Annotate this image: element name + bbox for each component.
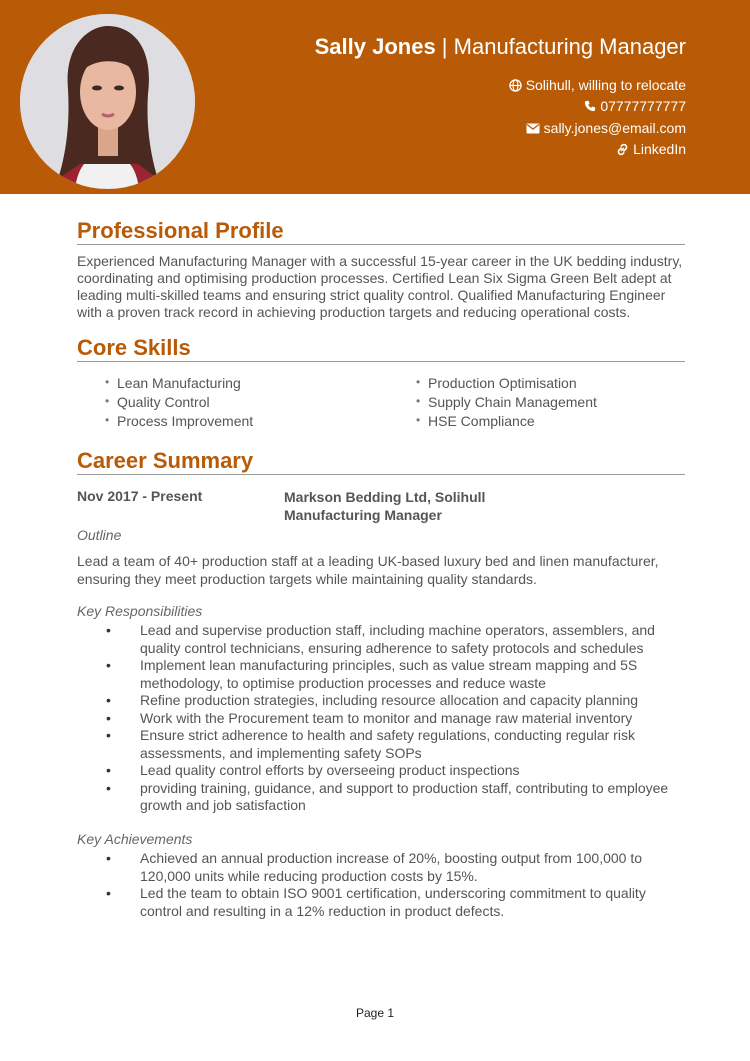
skill-item: • Production Optimisation <box>428 375 577 391</box>
contact-email[interactable] <box>526 120 686 136</box>
job-title: Manufacturing Manager <box>453 34 686 59</box>
contact-location <box>509 77 686 93</box>
job-company: Markson Bedding Ltd, Solihull <box>284 489 486 505</box>
phone-icon <box>584 100 596 112</box>
globe-icon <box>509 79 522 92</box>
job-role: Manufacturing Manager <box>284 507 442 523</box>
section-heading-skills: Core Skills <box>77 335 685 362</box>
list-item: • providing training, guidance, and support to production staff, contributing to employee growth and job satisfaction <box>140 780 680 815</box>
title-separator: | <box>435 34 454 59</box>
profile-photo <box>20 14 195 189</box>
portrait-image <box>20 14 195 189</box>
header-banner <box>0 0 750 194</box>
outline-label: Outline <box>77 527 122 543</box>
skill-item: • Supply Chain Management <box>428 394 597 410</box>
skill-item: • HSE Compliance <box>428 413 535 429</box>
list-item: • Implement lean manufacturing principles, such as value stream mapping and 5S methodology, to optimise production processes and reduce waste <box>140 657 680 692</box>
section-heading-profile: Professional Profile <box>77 218 685 245</box>
candidate-name: Sally Jones <box>314 34 436 59</box>
job-company-role <box>284 488 485 524</box>
list-item: • Achieved an annual production increase of 20%, boosting output from 100,000 to 120,000 units while reducing production costs by 15%. <box>140 850 680 885</box>
linkedin-link[interactable]: LinkedIn <box>633 141 686 157</box>
list-item: • Led the team to obtain ISO 9001 certification, underscoring commitment to quality control and resulting in a 12% reduction in product defects. <box>140 885 680 920</box>
achievements-list <box>140 850 680 920</box>
link-icon <box>616 143 629 156</box>
contact-phone <box>584 98 686 114</box>
skill-item: • Quality Control <box>117 394 210 410</box>
outline-text: Lead a team of 40+ production staff at a leading UK-based luxury bed and linen manufacturer, ensuring they meet production targets while maintaining quality standards. <box>77 553 659 587</box>
page-number: Page 1 <box>355 1006 395 1020</box>
list-item: • Refine production strategies, including resource allocation and capacity planning <box>140 692 680 710</box>
section-heading-career: Career Summary <box>77 448 685 475</box>
name-title-line <box>315 34 686 60</box>
job-dates: Nov 2017 - Present <box>77 488 203 504</box>
skill-item: • Process Improvement <box>117 413 253 429</box>
contact-linkedin[interactable] <box>616 141 686 157</box>
email-link[interactable]: sally.jones@email.com <box>543 120 686 136</box>
profile-text: Experienced Manufacturing Manager with a successful 15-year career in the UK bedding industry, coordinating and optimising production processes. Certified Lean Six Sigma Green Belt adept at leading multi-skilled teams and ensuring strict quality control. Qualified Manufacturing Engineer with a proven track record in achieving production targets and reducing operational costs. <box>77 253 683 320</box>
list-item: • Lead and supervise production staff, including machine operators, assemblers, and quality control technicians, ensuring adherence to safety protocols and schedules <box>140 622 680 657</box>
responsibilities-label: Key Responsibilities <box>77 603 203 619</box>
envelope-icon <box>526 123 540 134</box>
responsibilities-list <box>140 622 680 815</box>
phone-text: 07777777777 <box>600 98 686 114</box>
achievements-label: Key Achievements <box>77 831 193 847</box>
list-item: • Work with the Procurement team to monitor and manage raw material inventory <box>140 710 680 728</box>
location-text: Solihull, willing to relocate <box>525 77 686 93</box>
list-item: • Lead quality control efforts by overseeing product inspections <box>140 762 680 780</box>
list-item: • Ensure strict adherence to health and safety regulations, conducting regular risk assessments, and implementing safety SOPs <box>140 727 680 762</box>
skill-item: • Lean Manufacturing <box>117 375 241 391</box>
